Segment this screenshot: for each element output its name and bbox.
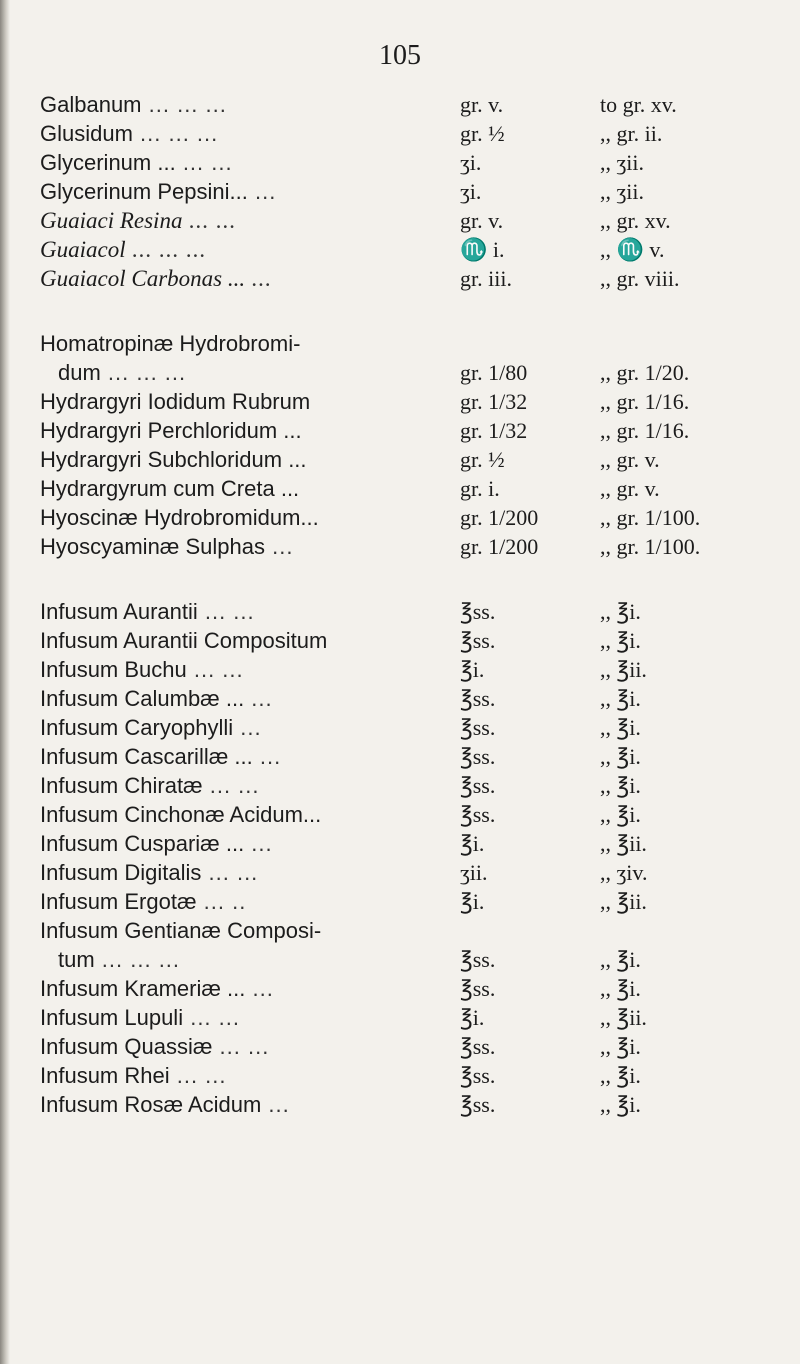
drug-row [40, 713, 780, 742]
drug-name [40, 771, 460, 800]
dose-to: ,, ℥ii. [600, 831, 647, 856]
drug-row [40, 684, 780, 713]
dose-to: ,, gr. v. [600, 476, 660, 501]
drug-name [40, 626, 460, 655]
drug-name [40, 177, 460, 206]
drug-row [40, 148, 780, 177]
drug-name [40, 974, 460, 1003]
leader-dots: ... [233, 715, 262, 740]
dose-from: ℥ss. [460, 802, 496, 827]
leader-dots: ... [264, 534, 294, 559]
drug-row [40, 1061, 780, 1090]
dose-to: ,, ℥i. [600, 1034, 641, 1059]
drug-row [40, 1090, 780, 1119]
leader-dots: ... ... ... [132, 121, 219, 146]
drug-row [40, 329, 780, 387]
dose-to: ,, gr. 1/100. [600, 505, 701, 530]
drug-name [40, 713, 460, 742]
drug-name [40, 655, 460, 684]
dose-to: ,, ʒii. [600, 150, 644, 175]
drug-name-text: Infusum Quassiæ [40, 1034, 213, 1059]
drug-name [40, 90, 460, 119]
dose-to: ,, gr. v. [600, 447, 660, 472]
leader-dots: ... ... [169, 1063, 227, 1088]
drug-name [40, 1061, 460, 1090]
drug-name-text: Hydrargyri Subchloridum ... [40, 447, 307, 472]
leader-dots: ... [245, 976, 274, 1001]
leader-dots: ... [252, 744, 282, 769]
drug-row [40, 655, 780, 684]
drug-name-text: Infusum Rosæ Acidum [40, 1092, 262, 1117]
leader-dots: ... ... ... [141, 92, 227, 117]
dose-from: gr. v. [460, 92, 504, 117]
dose-from: gr. 1/200 [460, 534, 539, 559]
dose-from: ℥ss. [460, 1034, 496, 1059]
drug-row [40, 206, 780, 235]
dose-from: gr. i. [460, 476, 500, 501]
drug-name [40, 474, 460, 503]
dose-to: ,, ℥ii. [600, 889, 647, 914]
drug-row [40, 235, 780, 264]
drug-name-text: Infusum Krameriæ ... [40, 976, 246, 1001]
dose-from: ℥ss. [460, 773, 496, 798]
drug-name [40, 887, 460, 916]
dose-from: ℥ss. [460, 976, 496, 1001]
dose-to: ,, ℥i. [600, 715, 641, 740]
leader-dots: ... [244, 686, 273, 711]
dose-from: ℥i. [460, 657, 485, 682]
dose-to: ,, ℥i. [600, 1063, 641, 1088]
dose-from: ℥ss. [460, 715, 496, 740]
dose-to: ,, ʒiv. [600, 860, 648, 885]
leader-dots: ... ... [186, 657, 244, 682]
leader-dots: ... [247, 179, 277, 204]
drug-row [40, 503, 780, 532]
dose-from: gr. 1/32 [460, 389, 528, 414]
leader-dots: ... ... ... [94, 947, 181, 972]
drug-name [40, 264, 460, 293]
entry-group [40, 597, 780, 1119]
dose-to: ,, gr. xv. [600, 208, 671, 233]
dose-to: ,, gr. 1/20. [600, 360, 690, 385]
drug-name-text: Infusum Digitalis [40, 860, 202, 885]
drug-name-text: Guaiacol Carbonas ... [40, 266, 246, 291]
drug-name [40, 1032, 460, 1061]
drug-name-text: Infusum Calumbæ ... [40, 686, 245, 711]
dose-to: ,, ℥i. [600, 628, 641, 653]
dose-to: ,, ℥i. [600, 976, 641, 1001]
dose-to: ,, ℥i. [600, 744, 641, 769]
leader-dots: ... ... ... [125, 237, 207, 262]
drug-row [40, 858, 780, 887]
entry-group [40, 90, 780, 293]
dose-to: ,, ℥ii. [600, 657, 647, 682]
drug-name-text: Infusum Gentianæ Composi- [40, 918, 322, 943]
drug-name-text: Infusum Cuspariæ ... [40, 831, 245, 856]
dose-to: ,, gr. ii. [600, 121, 663, 146]
drug-name [40, 742, 460, 771]
drug-row [40, 119, 780, 148]
drug-name-text: Hyoscinæ Hydrobromidum... [40, 505, 319, 530]
dose-from: ℥ss. [460, 686, 496, 711]
dose-from: gr. ½ [460, 447, 505, 472]
drug-name-text: Hydrargyrum cum Creta ... [40, 476, 300, 501]
drug-name [40, 916, 460, 974]
drug-row [40, 532, 780, 561]
leader-dots: ... ... ... [100, 360, 187, 385]
drug-name [40, 235, 460, 264]
drug-name-text: Infusum Caryophylli [40, 715, 234, 740]
dose-from: ℥ss. [460, 744, 496, 769]
drug-name [40, 1003, 460, 1032]
drug-name-text: Glycerinum ... [40, 150, 176, 175]
dose-from: gr. 1/200 [460, 505, 539, 530]
leader-dots: ... ... [175, 150, 233, 175]
leader-dots: ... [245, 266, 273, 291]
dose-to: ,, ℥i. [600, 802, 641, 827]
drug-name-text: Galbanum [40, 92, 142, 117]
leader-dots: ... .. [196, 889, 247, 914]
drug-name-text: Hydrargyri Perchloridum ... [40, 418, 302, 443]
dose-to: ,, ♏ v. [600, 237, 665, 262]
leader-dots: ... ... [183, 1005, 240, 1030]
dose-to: ,, ℥i. [600, 947, 641, 972]
drug-name [40, 858, 460, 887]
drug-name-continuation: dum ... ... ... [58, 360, 187, 385]
drug-name-continuation: tum ... ... ... [58, 947, 181, 972]
drug-name-text: Infusum Cinchonæ Acidum... [40, 802, 322, 827]
drug-row [40, 887, 780, 916]
drug-row [40, 597, 780, 626]
drug-name-text: Infusum Buchu [40, 657, 187, 682]
leader-dots: ... [244, 831, 273, 856]
drug-name-text: Glusidum [40, 121, 133, 146]
drug-row [40, 264, 780, 293]
drug-row [40, 1032, 780, 1061]
dose-to: ,, ℥i. [600, 599, 641, 624]
drug-name [40, 119, 460, 148]
drug-name-text: Infusum Ergotæ [40, 889, 197, 914]
drug-name [40, 597, 460, 626]
dose-from: ℥ss. [460, 947, 496, 972]
dose-from: ℥ss. [460, 599, 496, 624]
dose-from: ʒi. [460, 150, 482, 175]
dose-from: gr. ½ [460, 121, 505, 146]
drug-row [40, 90, 780, 119]
dose-from: gr. 1/80 [460, 360, 528, 385]
drug-name-text: Hydrargyri Iodidum Rubrum [40, 389, 311, 414]
leader-dots: ... ... [182, 208, 237, 233]
page-binding-edge [0, 0, 10, 1364]
drug-name [40, 829, 460, 858]
entry-group [40, 329, 780, 561]
drug-row [40, 387, 780, 416]
drug-row [40, 916, 780, 974]
dose-from: ♏ i. [460, 237, 505, 262]
drug-row [40, 445, 780, 474]
drug-row [40, 474, 780, 503]
dose-to: to gr. xv. [600, 92, 677, 117]
drug-name [40, 329, 460, 387]
leader-dots: ... [261, 1092, 290, 1117]
drug-name-text: Guaiacol [40, 237, 126, 262]
dose-to: ,, ℥i. [600, 686, 641, 711]
drug-name-text: Hyoscyaminæ Sulphas [40, 534, 265, 559]
drug-name [40, 416, 460, 445]
dose-from: ʒii. [460, 860, 488, 885]
drug-row [40, 771, 780, 800]
drug-name [40, 206, 460, 235]
drug-row [40, 416, 780, 445]
drug-row [40, 974, 780, 1003]
drug-name [40, 387, 460, 416]
dose-from: ℥ss. [460, 1063, 496, 1088]
dosage-table [40, 90, 780, 1155]
dose-to: ,, gr. 1/16. [600, 418, 690, 443]
drug-row [40, 829, 780, 858]
drug-name [40, 532, 460, 561]
drug-name-text: Infusum Lupuli [40, 1005, 184, 1030]
drug-name [40, 503, 460, 532]
drug-name-text: Glycerinum Pepsini... [40, 179, 248, 204]
drug-name-text: Homatropinæ Hydrobromi- [40, 331, 301, 356]
dose-from: gr. 1/32 [460, 418, 528, 443]
leader-dots: ... ... [197, 599, 255, 624]
dose-to: ,, gr. 1/100. [600, 534, 701, 559]
drug-name-text: Infusum Aurantii [40, 599, 198, 624]
page-number: 105 [379, 40, 421, 71]
drug-row [40, 1003, 780, 1032]
drug-name-text: Infusum Aurantii Compositum [40, 628, 328, 653]
dose-from: ℥ss. [460, 1092, 496, 1117]
dose-from: ℥i. [460, 889, 485, 914]
dose-from: gr. v. [460, 208, 504, 233]
dose-to: ,, gr. 1/16. [600, 389, 690, 414]
leader-dots: ... ... [202, 773, 260, 798]
drug-row [40, 800, 780, 829]
leader-dots: ... ... [201, 860, 259, 885]
leader-dots: ... ... [212, 1034, 270, 1059]
dose-to: ,, ℥i. [600, 773, 641, 798]
drug-row [40, 742, 780, 771]
dose-from: ʒi. [460, 179, 482, 204]
dose-to: ,, ʒii. [600, 179, 644, 204]
drug-name [40, 800, 460, 829]
dose-from: gr. iii. [460, 266, 512, 291]
drug-name-text: Guaiaci Resina [40, 208, 183, 233]
drug-name-text: Infusum Chiratæ [40, 773, 203, 798]
drug-name [40, 148, 460, 177]
dose-from: ℥ss. [460, 628, 496, 653]
drug-row [40, 626, 780, 655]
drug-name [40, 1090, 460, 1119]
dose-to: ,, ℥ii. [600, 1005, 647, 1030]
dose-to: ,, ℥i. [600, 1092, 641, 1117]
drug-name [40, 445, 460, 474]
dose-to: ,, gr. viii. [600, 266, 680, 291]
drug-name-text: Infusum Cascarillæ ... [40, 744, 253, 769]
dose-from: ℥i. [460, 831, 485, 856]
dose-from: ℥i. [460, 1005, 485, 1030]
drug-name [40, 684, 460, 713]
drug-name-text: Infusum Rhei [40, 1063, 170, 1088]
drug-row [40, 177, 780, 206]
